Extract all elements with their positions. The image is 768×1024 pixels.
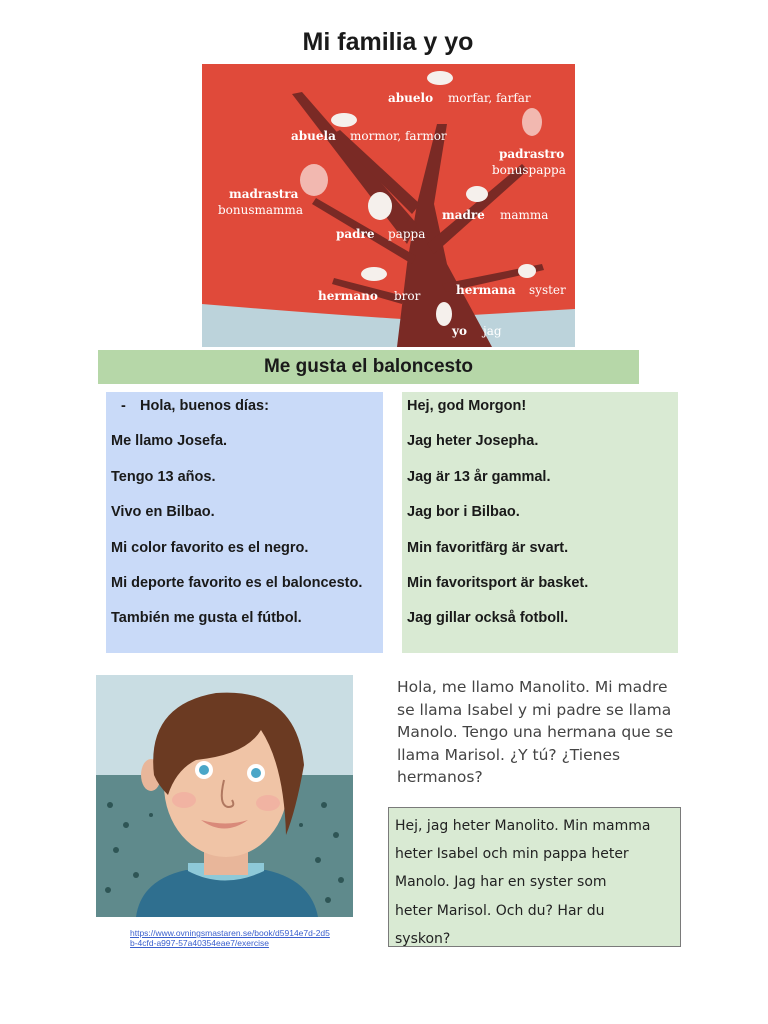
swedish-line: Jag är 13 år gammal. bbox=[407, 468, 551, 485]
spanish-text-box bbox=[106, 392, 383, 653]
tree-label-es: hermano bbox=[318, 289, 378, 303]
tree-label-sv: jag bbox=[483, 324, 502, 338]
page-title: Mi familia y yo bbox=[302, 28, 474, 56]
swedish-line: Min favoritsport är basket. bbox=[407, 574, 589, 591]
dash-bullet: - bbox=[121, 398, 126, 414]
swedish-line: Jag heter Josepha. bbox=[407, 433, 539, 450]
source-link[interactable]: https://www.ovningsmastaren.se/book/d5914e7d-2d5b-4cfd-a997-57a40354eae7/exercise bbox=[130, 928, 330, 948]
tree-label-sv: mamma bbox=[500, 208, 549, 222]
spanish-line: - Hola, buenos días: bbox=[106, 398, 383, 433]
swedish-text-box bbox=[402, 392, 678, 653]
swedish-paragraph-line: heter Marisol. Och du? Har du bbox=[395, 902, 605, 919]
spanish-line: Vivo en Bilbao. bbox=[111, 504, 215, 521]
swedish-line: Jag gillar också fotboll. bbox=[407, 610, 569, 627]
spanish-line: Mi deporte favorito es el baloncesto. bbox=[111, 574, 363, 591]
section-banner: Me gusta el baloncesto bbox=[98, 350, 639, 384]
tree-label-es: madrastra bbox=[229, 187, 299, 201]
tree-label-es: padre bbox=[336, 227, 375, 241]
manolito-portrait bbox=[96, 675, 353, 917]
tree-label-sv: bror bbox=[394, 289, 421, 303]
tree-label-sv: pappa bbox=[388, 227, 426, 241]
tree-label-es: hermana bbox=[456, 283, 516, 297]
family-tree-illustration bbox=[202, 64, 575, 347]
tree-label-sv: syster bbox=[529, 283, 566, 297]
tree-label-es: abuelo bbox=[388, 91, 434, 105]
tree-label-es: padrastro bbox=[499, 147, 565, 161]
manolito-swedish-box bbox=[388, 807, 681, 947]
spanish-line: Me llamo Josefa. bbox=[111, 433, 228, 450]
tree-label-sv: mormor, farmor bbox=[350, 129, 447, 143]
swedish-line: Min favoritfärg är svart. bbox=[407, 539, 569, 556]
swedish-line: Jag bor i Bilbao. bbox=[407, 504, 520, 521]
spanish-line: Mi color favorito es el negro. bbox=[111, 539, 309, 556]
tree-label-sv: bonuspappa bbox=[492, 163, 566, 177]
tree-label-es: madre bbox=[442, 208, 485, 222]
swedish-paragraph-line: Hej, jag heter Manolito. Min mamma bbox=[395, 818, 651, 834]
swedish-paragraph-line: heter Isabel och min pappa heter bbox=[395, 846, 629, 863]
tree-label-sv: bonusmamma bbox=[218, 203, 303, 217]
swedish-paragraph-line: syskon? bbox=[395, 930, 451, 947]
swedish-line: Hej, god Morgon! bbox=[407, 398, 527, 414]
spanish-line: También me gusta el fútbol. bbox=[111, 610, 302, 627]
spanish-line: Tengo 13 años. bbox=[111, 468, 216, 485]
tree-label-es: yo bbox=[452, 324, 467, 338]
swedish-paragraph-line: Manolo. Jag har en syster som bbox=[395, 874, 607, 891]
tree-label-sv: morfar, farfar bbox=[448, 91, 531, 105]
manolito-spanish-paragraph: Hola, me llamo Manolito. Mi madre se llama Isabel y mi padre se llama Manolo. Tengo una hermana que se llama Marisol. ¿Y tú? ¿Tienes hermanos? bbox=[397, 678, 674, 786]
tree-label-es: abuela bbox=[291, 129, 336, 143]
